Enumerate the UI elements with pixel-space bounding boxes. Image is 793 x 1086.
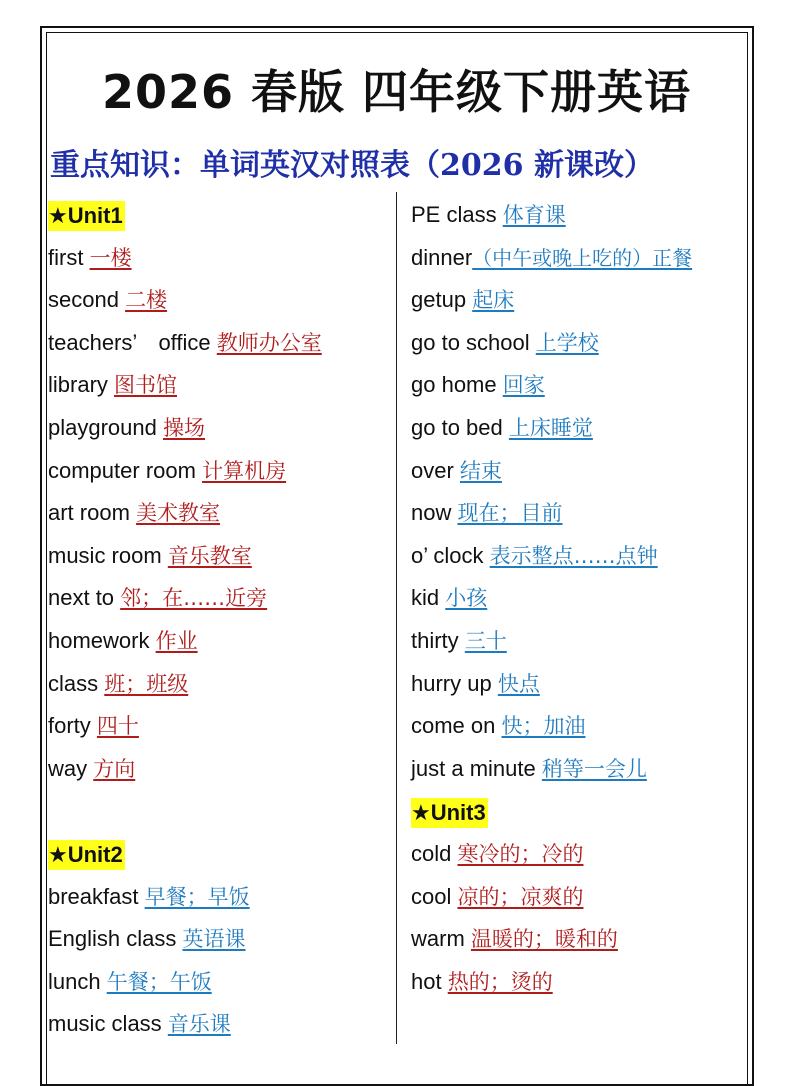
english-word: music class [48, 1011, 162, 1037]
vocab-row [411, 364, 756, 407]
vocab-row [411, 322, 756, 365]
vocab-row [411, 833, 756, 876]
english-word: now [411, 500, 452, 526]
english-word: computer room [48, 457, 196, 483]
chinese-meaning: 方向 [93, 756, 136, 781]
chinese-meaning: 二楼 [125, 288, 168, 313]
chinese-meaning: 一楼 [89, 245, 132, 270]
english-word: teachers’ office [48, 329, 211, 355]
english-word: hot [411, 968, 442, 994]
vocab-row [48, 663, 398, 706]
chinese-meaning: 上床睡觉 [508, 415, 593, 440]
vocab-row [411, 705, 756, 748]
left-column [48, 194, 398, 1046]
vocab-row [48, 450, 398, 493]
chinese-meaning: 操场 [163, 415, 205, 440]
chinese-meaning: 小孩 [445, 586, 488, 611]
english-word: second [48, 287, 119, 313]
spacer [48, 790, 398, 833]
chinese-meaning: 上学校 [535, 330, 599, 355]
chinese-meaning: 邻；在……近旁 [120, 586, 268, 611]
chinese-meaning: 英语课 [182, 927, 246, 952]
chinese-meaning: 三十 [464, 628, 507, 653]
unit3-tag: ★Unit3 [411, 798, 488, 828]
unit-heading [48, 194, 398, 237]
vocab-row [411, 194, 756, 237]
vocab-row [411, 961, 756, 1004]
english-word: go to bed [411, 414, 503, 440]
english-word: go to school [411, 329, 530, 355]
vocab-row [411, 748, 756, 791]
vocab-row [48, 322, 398, 365]
vocab-row [48, 577, 398, 620]
chinese-meaning: 体育课 [502, 203, 566, 227]
vocab-row [48, 279, 398, 322]
chinese-meaning: 四十 [96, 714, 139, 739]
chinese-meaning: 早餐；早饭 [144, 884, 250, 909]
vocab-row [411, 663, 756, 706]
english-word: thirty [411, 627, 459, 653]
page-title: 2026 春版 四年级下册英语 [101, 65, 692, 119]
vocab-row [411, 620, 756, 663]
english-word: English class [48, 926, 177, 952]
chinese-meaning: 快点 [497, 671, 540, 696]
english-word: next to [48, 585, 115, 611]
vocab-row [48, 705, 398, 748]
chinese-meaning: 图书馆 [114, 373, 178, 398]
chinese-meaning: 寒冷的；冷的 [457, 841, 584, 866]
vocab-row [48, 492, 398, 535]
chinese-meaning: 午餐；午饭 [106, 969, 212, 994]
vocab-row [48, 1003, 398, 1046]
english-word: warm [411, 926, 465, 952]
unit-heading [48, 833, 398, 876]
chinese-meaning: 美术教室 [136, 501, 221, 526]
right-column [411, 194, 756, 1003]
english-word: lunch [48, 968, 101, 994]
chinese-meaning: 音乐教室 [167, 543, 252, 568]
chinese-meaning: 班；班级 [104, 671, 189, 696]
vocab-row [411, 492, 756, 535]
english-word: hurry up [411, 670, 492, 696]
english-word: library [48, 372, 108, 398]
unit2-tag: ★Unit2 [48, 840, 125, 870]
vocab-row [411, 535, 756, 578]
chinese-meaning: 现在；目前 [457, 501, 563, 526]
vocab-row [48, 407, 398, 450]
english-word: come on [411, 713, 496, 739]
chinese-meaning: 起床 [472, 288, 515, 313]
vocab-row [48, 620, 398, 663]
vocab-row [411, 577, 756, 620]
english-word: playground [48, 414, 157, 440]
english-word: music room [48, 542, 162, 568]
english-word: forty [48, 713, 91, 739]
vocab-row [411, 918, 756, 961]
vocab-row [48, 748, 398, 791]
chinese-meaning: 温暖的；暖和的 [470, 927, 618, 952]
english-word: cool [411, 883, 452, 909]
chinese-meaning: 结束 [459, 458, 502, 483]
english-word: o’ clock [411, 542, 484, 568]
english-word: just a minute [411, 755, 536, 781]
english-word: homework [48, 627, 150, 653]
vocab-row [411, 450, 756, 493]
english-word: breakfast [48, 883, 139, 909]
vocab-row [411, 407, 756, 450]
english-word: cold [411, 840, 452, 866]
english-word: go home [411, 372, 497, 398]
chinese-meaning: 热的；烫的 [447, 969, 553, 994]
english-word: dinner [411, 244, 473, 270]
chinese-meaning: 回家 [502, 373, 545, 398]
chinese-meaning: 计算机房 [202, 458, 287, 483]
unit1-tag: ★Unit1 [48, 201, 125, 231]
english-word: first [48, 244, 84, 270]
vocab-row [48, 961, 398, 1004]
vocab-row [48, 237, 398, 280]
chinese-meaning: 表示整点……点钟 [489, 543, 658, 568]
vocab-row [48, 364, 398, 407]
vocab-row [48, 876, 398, 919]
chinese-meaning: 音乐课 [167, 1012, 231, 1037]
chinese-meaning: （中午或晚上吃的）正餐 [472, 245, 693, 270]
chinese-meaning: 教师办公室 [216, 330, 322, 355]
vocab-row [411, 876, 756, 919]
chinese-meaning: 作业 [155, 628, 198, 653]
chinese-meaning: 稍等一会儿 [541, 756, 647, 781]
vocab-row [48, 535, 398, 578]
vocab-row [48, 918, 398, 961]
english-word: getup [411, 287, 467, 313]
english-word: over [411, 457, 454, 483]
english-word: kid [411, 585, 440, 611]
english-word: class [48, 670, 99, 696]
page-subtitle: 重点知识：单词英汉对照表（2026 新课改） [50, 148, 654, 183]
chinese-meaning: 凉的；凉爽的 [457, 884, 584, 909]
english-word: PE class [411, 202, 497, 227]
chinese-meaning: 快；加油 [501, 714, 586, 739]
vocab-row [411, 279, 756, 322]
vocab-row [411, 237, 756, 280]
english-word: way [48, 755, 88, 781]
unit-heading [411, 790, 756, 833]
english-word: art room [48, 500, 130, 526]
